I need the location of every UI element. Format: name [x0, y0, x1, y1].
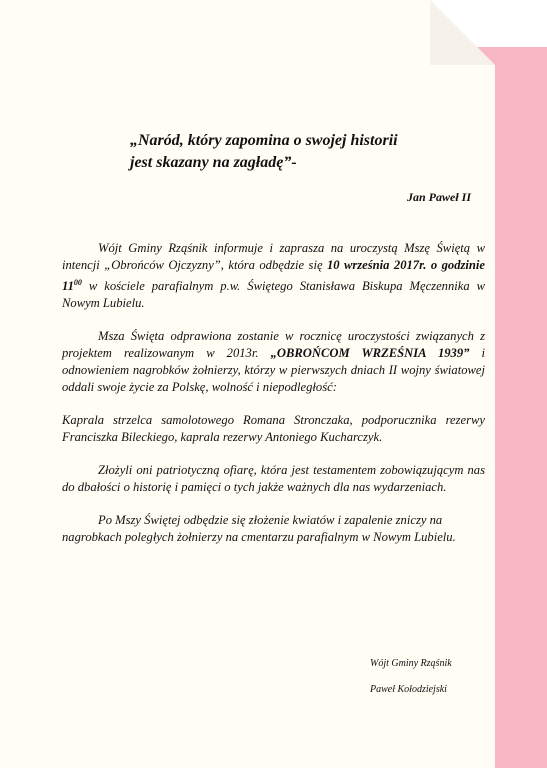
quote-line-2: jest skazany na zagładę”-	[130, 154, 297, 171]
signature-title: Wójt Gminy Rząśnik	[370, 658, 452, 669]
paragraph-ceremony: Po Mszy Świętej odbędzie się złożenie kwiatów i zapalenie zniczy na nagrobkach poległych żołnierzy na cmentarzu parafialnym w Nowym Lubielu.	[62, 513, 456, 545]
pink-ribbon-right	[487, 47, 547, 768]
event-time-hour: o godzinie 11	[62, 258, 485, 294]
folded-corner	[430, 0, 495, 65]
letter-body	[62, 240, 485, 562]
invitation-text: Wójt Gminy Rząśnik informuje i zaprasza na uroczystą Mszę Świętą w intencji „Obrońców Ojczyzny”, która odbędzie się	[62, 241, 485, 272]
event-time-minutes: 00	[73, 278, 82, 287]
paragraph-anniversary	[62, 328, 485, 396]
paragraph-sacrifice: Złożyli oni patriotyczną ofiarę, która jest testamentem zobowiązującym nas do dbałości o historię i pamięci o tych jakże ważnych dla nas wydarzeniach.	[62, 463, 485, 495]
anniversary-text: Msza Święta odprawiona zostanie w rocznicę uroczystości związanych z projektem realizowanym w 2013r.	[62, 329, 485, 361]
event-date: 10 września 2017r.	[326, 258, 427, 272]
quote	[130, 130, 460, 174]
location-text: w kościele parafialnym p.w. Świętego Stanisława Biskupa Męczennika w Nowym Lubielu.	[62, 279, 485, 311]
project-name: „OBROŃCOM WRZEŚNIA 1939”	[270, 346, 470, 361]
paragraph-soldiers: Kaprala strzelca samolotowego Romana Stronczaka, podporucznika rezerwy Franciszka Bileckiego, kaprala rezerwy Antoniego Kucharczyk.	[62, 413, 485, 445]
anniversary-text-2: i odnowieniem nagrobków żołnierzy, którzy w pierwszych dniach II wojny światowej oddali swoje życie za Polskę, wolność i niepodległość:	[62, 346, 485, 395]
quote-line-1: „Naród, który zapomina o swojej historii	[130, 132, 398, 149]
paragraph-invitation	[62, 240, 485, 312]
signature-name: Paweł Kołodziejski	[370, 684, 447, 695]
quote-author: Jan Paweł II	[406, 190, 471, 204]
